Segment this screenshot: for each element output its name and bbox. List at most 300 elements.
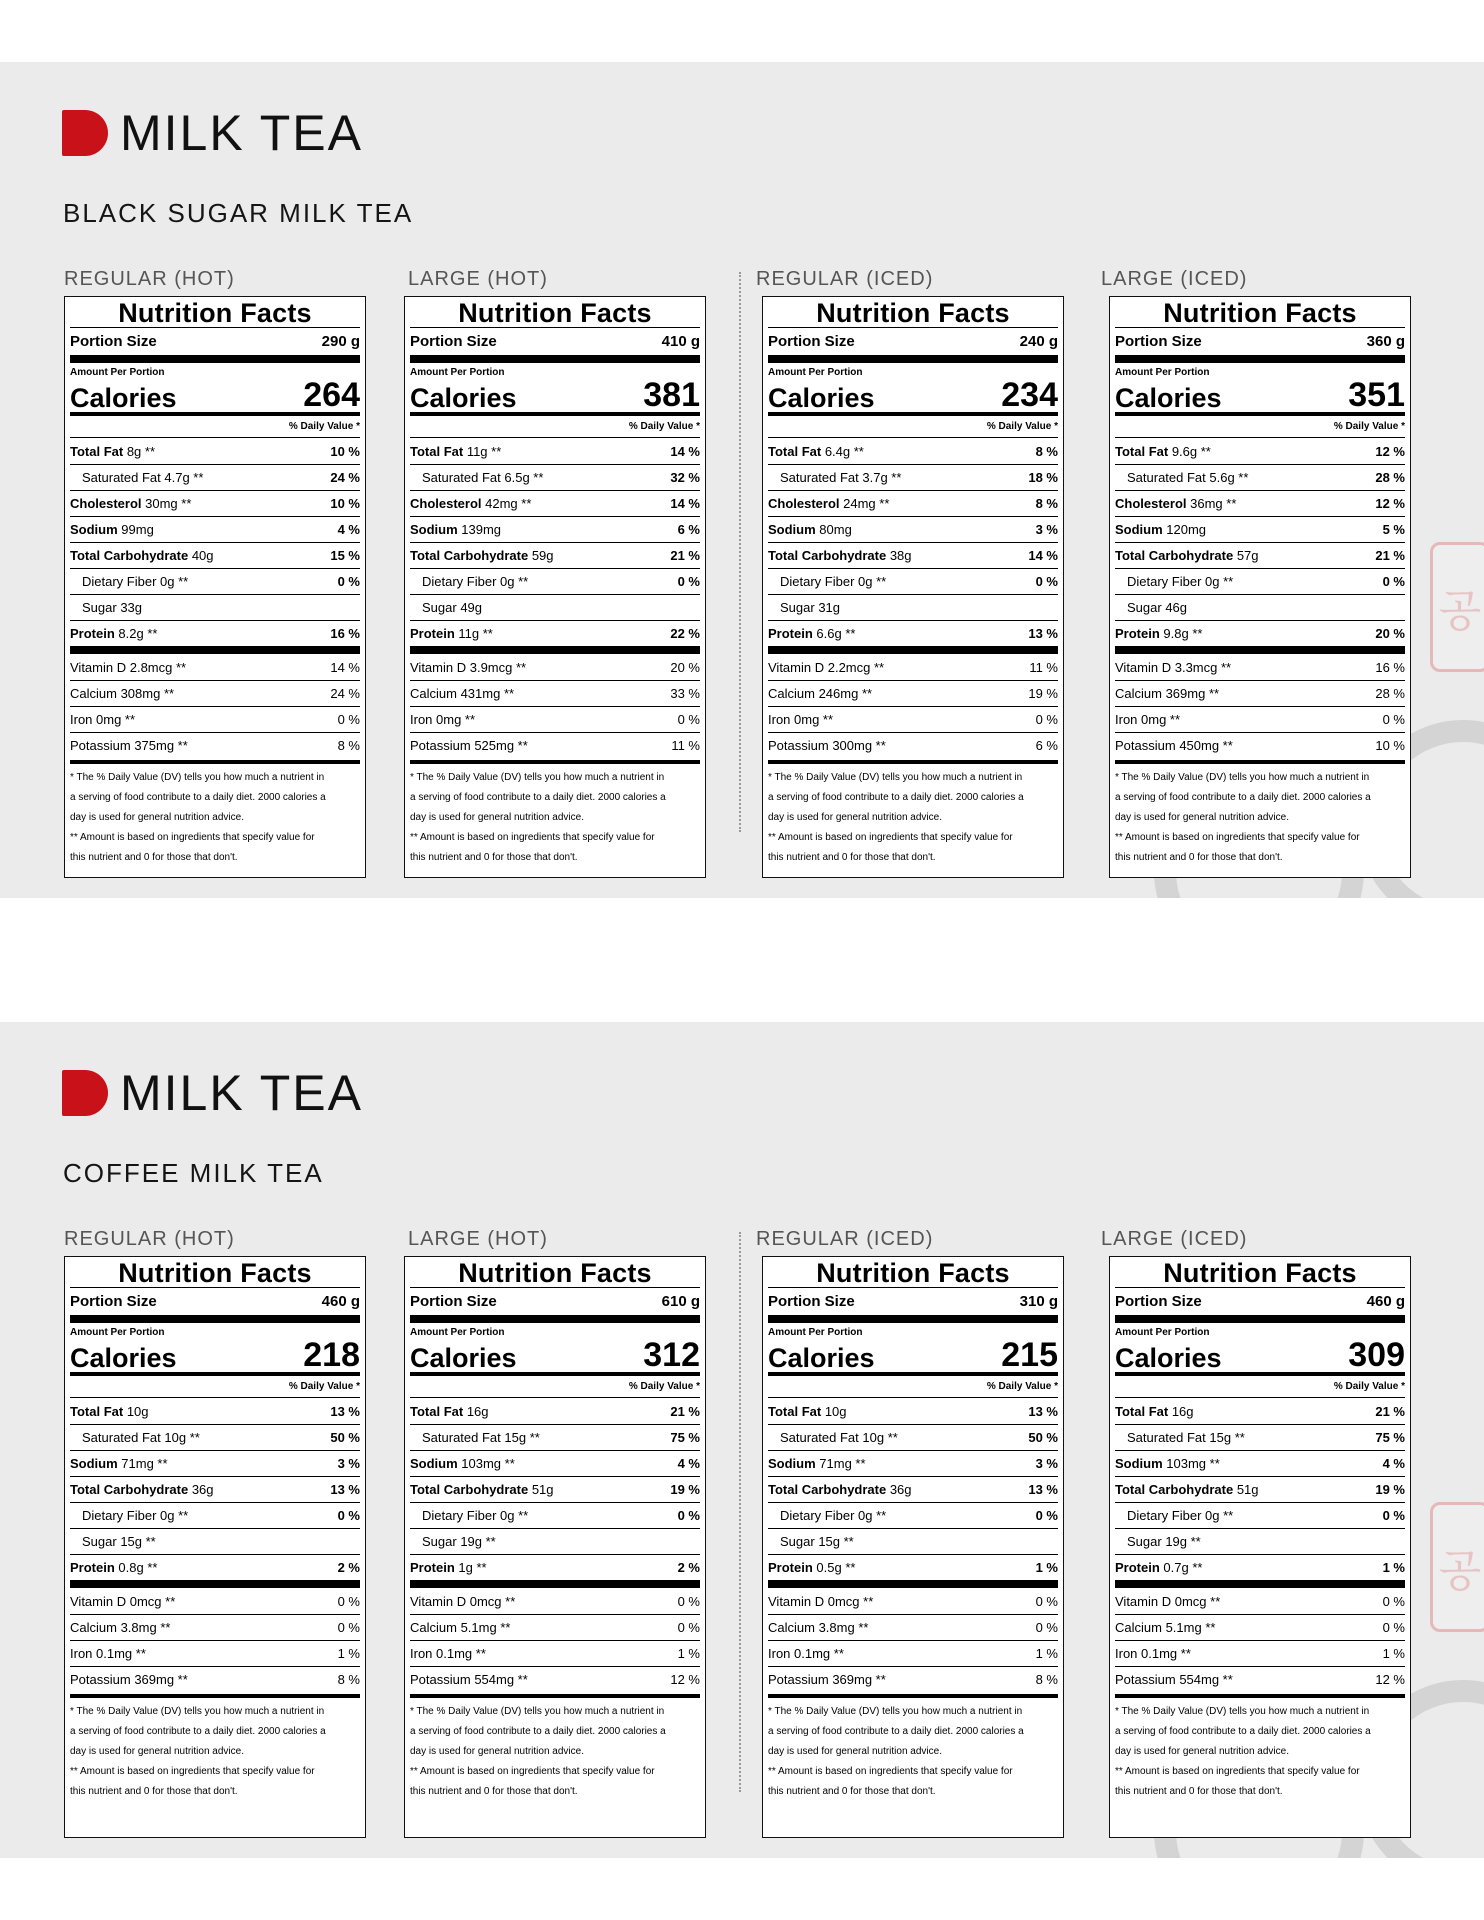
nutrient-label [70, 1456, 168, 1471]
nutrient-name: Sugar [422, 1534, 457, 1549]
nutrient-amount: 0g ** [1201, 1508, 1234, 1523]
nutrition-label [1109, 1256, 1411, 1838]
vitamin-amount: 0.1mg ** [432, 1646, 486, 1661]
nutrient-row [410, 464, 700, 490]
nutrient-amount: 0g ** [156, 574, 189, 589]
vitamin-amount: 3.9mcg ** [466, 659, 527, 675]
portion-label: Portion Size [410, 333, 497, 350]
nutrition-facts-title: Nutrition Facts [1163, 298, 1357, 328]
nutrient-amount: 11g ** [454, 626, 493, 641]
vitamin-row [70, 1588, 360, 1614]
vitamin-name: Vitamin D [768, 659, 825, 675]
vitamin-name: Vitamin D [410, 1593, 467, 1609]
nutrient-row [70, 490, 360, 516]
nutrient-percent: 3 % [1035, 1456, 1058, 1471]
nutrient-percent: 21 % [1375, 548, 1405, 563]
nutrient-name: Protein [768, 626, 813, 641]
nutrient-label [768, 496, 889, 511]
nutrient-name: Sodium [410, 1456, 458, 1471]
footnote-line: * The % Daily Value (DV) tells you how much a nutrient in [768, 1706, 1023, 1717]
footnote-line: a serving of food contribute to a daily diet. 2000 calories a [410, 792, 666, 803]
portion-row [70, 328, 360, 355]
rule-heavy [70, 355, 360, 363]
footnote [1115, 1694, 1405, 1802]
vitamin-amount: 0.1mg ** [790, 1646, 844, 1661]
nutrient-name: Total Fat [1115, 443, 1169, 459]
nutrient-label [410, 1534, 496, 1549]
nutrient-label [70, 1508, 188, 1523]
vitamin-amount: 3.3mcg ** [1171, 659, 1232, 675]
calories-row [1115, 378, 1405, 412]
footnote-line: a serving of food contribute to a daily diet. 2000 calories a [768, 1726, 1024, 1737]
nutrient-name: Total Fat [768, 443, 822, 459]
vitamin-name: Potassium [1115, 1672, 1176, 1687]
amount-per-portion: Amount Per Portion [410, 1327, 505, 1338]
nutrient-percent: 14 % [1028, 548, 1058, 563]
nutrient-amount: 99mg [117, 522, 154, 537]
nutrient-name: Sodium [1115, 522, 1163, 537]
nutrient-amount: 1g ** [454, 1560, 487, 1575]
nutrient-percent: 50 % [1028, 1430, 1058, 1445]
vitamin-percent: 11 % [671, 738, 700, 753]
footnote-line: ** Amount is based on ingredients that specify value for [70, 1766, 315, 1777]
vitamin-name: Calcium [70, 686, 117, 701]
portion-value: 310 g [1019, 1293, 1058, 1310]
amount-per-portion: Amount Per Portion [70, 1327, 165, 1338]
portion-value: 460 g [1366, 1293, 1405, 1310]
nutrient-row [410, 1502, 700, 1528]
vitamin-amount: 300mg ** [828, 738, 886, 753]
nutrient-row [70, 1554, 360, 1580]
nutrient-row [768, 464, 1058, 490]
nutrient-label [410, 1404, 489, 1419]
vitamin-label [1115, 1620, 1215, 1635]
nutrient-row [1115, 516, 1405, 542]
nutrient-label [1115, 1508, 1233, 1523]
calories-row [1115, 1338, 1405, 1372]
nutrient-percent: 21 % [670, 1403, 700, 1419]
nutrient-label [768, 444, 864, 459]
vitamin-name: Potassium [768, 1672, 829, 1687]
nutrient-label [768, 1508, 886, 1523]
nutrient-label [410, 548, 554, 563]
nutrient-label [410, 470, 543, 485]
nutrient-name: Total Carbohydrate [768, 548, 887, 563]
footnote-line: ** Amount is based on ingredients that specify value for [1115, 832, 1360, 843]
column-divider [739, 272, 741, 832]
nutrient-name: Total Carbohydrate [70, 1482, 189, 1497]
calories-value: 234 [1001, 376, 1058, 414]
nutrient-row [410, 594, 700, 620]
nutrient-amount: 6.5g ** [500, 470, 544, 485]
vitamin-row [70, 654, 360, 680]
footnote-line: * The % Daily Value (DV) tells you how much a nutrient in [768, 772, 1023, 783]
nutrient-row [1115, 620, 1405, 646]
footnote-line: this nutrient and 0 for those that don't. [1115, 852, 1283, 863]
calories-row [410, 378, 700, 412]
portion-label: Portion Size [1115, 1293, 1202, 1310]
daily-value-header: % Daily Value * [628, 421, 700, 432]
nutrient-name: Cholesterol [1115, 496, 1187, 511]
brand-title: MILK TEA [120, 105, 363, 161]
vitamin-amount: 0.1mg ** [1137, 1646, 1191, 1661]
nutrient-row [70, 1398, 360, 1424]
nutrient-row [410, 490, 700, 516]
vitamin-row [70, 1614, 360, 1640]
nutrition-facts-title: Nutrition Facts [458, 298, 652, 328]
nutrient-row [70, 542, 360, 568]
vitamin-row [410, 1640, 700, 1666]
nutrient-label [1115, 1456, 1220, 1471]
nutrient-label [70, 522, 154, 537]
nutrient-amount: 0g ** [156, 1508, 189, 1523]
nutrition-facts-title: Nutrition Facts [118, 298, 312, 328]
nutrient-row [410, 620, 700, 646]
nutrient-label [70, 1560, 157, 1575]
vitamin-percent: 24 % [330, 686, 360, 701]
portion-row [410, 1288, 700, 1315]
nutrient-label [1115, 574, 1233, 589]
nutrient-label [70, 1534, 156, 1549]
variant-heading: REGULAR (ICED) [756, 1228, 934, 1250]
nutrient-label [768, 626, 855, 641]
footnote-line: ** Amount is based on ingredients that specify value for [1115, 1766, 1360, 1777]
nutrient-name: Total Carbohydrate [1115, 1482, 1234, 1497]
footnote-line: day is used for general nutrition advice. [1115, 812, 1289, 823]
nutrient-percent: 22 % [670, 626, 700, 641]
vitamin-percent: 0 % [1035, 1593, 1058, 1609]
footnote-line: day is used for general nutrition advice. [1115, 1746, 1289, 1757]
vitamin-name: Vitamin D [1115, 1593, 1172, 1609]
nutrient-label [768, 548, 912, 563]
nutrition-facts-title: Nutrition Facts [1163, 1258, 1357, 1288]
vitamin-label [410, 1594, 515, 1609]
vitamin-percent: 1 % [677, 1646, 700, 1661]
variant-heading: REGULAR (HOT) [64, 268, 235, 290]
daily-value-header: % Daily Value * [288, 421, 360, 432]
portion-row [70, 1288, 360, 1315]
vitamin-row [768, 1640, 1058, 1666]
nutrient-name: Sugar [82, 600, 117, 615]
vitamin-name: Vitamin D [1115, 659, 1172, 675]
vitamin-percent: 0 % [1382, 1620, 1405, 1635]
vitamin-amount: 0mcg ** [126, 1593, 176, 1609]
nutrient-name: Saturated Fat [780, 470, 859, 485]
nutrient-list [1115, 438, 1405, 646]
vitamin-percent: 8 % [1035, 1672, 1058, 1687]
nutrient-name: Dietary Fiber [780, 574, 855, 589]
nutrient-amount: 15g ** [1205, 1430, 1245, 1445]
vitamin-label [410, 660, 526, 675]
footnote-line: a serving of food contribute to a daily diet. 2000 calories a [70, 792, 326, 803]
vitamin-percent: 0 % [677, 1620, 700, 1635]
nutrient-list [1115, 1398, 1405, 1580]
nutrient-label [410, 1456, 515, 1471]
vitamin-name: Calcium [70, 1620, 117, 1635]
nutrient-label [1115, 1534, 1201, 1549]
nutrition-label [762, 296, 1064, 878]
footnote-line: day is used for general nutrition advice. [70, 812, 244, 823]
footnote-line: this nutrient and 0 for those that don't. [768, 1786, 936, 1797]
nutrient-row [768, 1398, 1058, 1424]
rule-heavy [1115, 646, 1405, 654]
decorative-stamp: 공 [1430, 1502, 1484, 1632]
vitamin-row [768, 732, 1058, 758]
nutrient-percent: 13 % [1028, 1482, 1058, 1497]
portion-value: 410 g [661, 333, 700, 350]
calories-row [768, 1338, 1058, 1372]
nutrient-amount: 9.6g ** [1168, 443, 1211, 459]
nutrient-row [1115, 1424, 1405, 1450]
nutrition-facts-title: Nutrition Facts [458, 1258, 652, 1288]
calories-label: Calories [410, 1343, 517, 1373]
amount-per-portion: Amount Per Portion [70, 367, 165, 378]
nutrient-label [410, 1560, 487, 1575]
nutrient-label [768, 1560, 855, 1575]
nutrient-label [410, 1482, 554, 1497]
portion-row [768, 328, 1058, 355]
vitamin-row [410, 680, 700, 706]
vitamin-row [410, 1614, 700, 1640]
nutrient-name: Sodium [70, 522, 118, 537]
footnote [70, 760, 360, 868]
brand-logo-mark [62, 1070, 108, 1116]
vitamin-name: Potassium [410, 1672, 471, 1687]
nutrient-label [768, 1456, 866, 1471]
vitamin-label [70, 1594, 175, 1609]
nutrient-row [70, 1450, 360, 1476]
vitamin-label [768, 1646, 844, 1661]
nutrient-amount: 36mg ** [1186, 496, 1237, 511]
nutrient-percent: 8 % [1035, 496, 1058, 511]
footnote [410, 760, 700, 868]
rule-heavy [1115, 355, 1405, 363]
nutrient-label [1115, 548, 1259, 563]
nutrient-row [70, 1476, 360, 1502]
vitamin-label [1115, 1646, 1191, 1661]
vitamin-percent: 0 % [1382, 1593, 1405, 1609]
vitamin-row [768, 654, 1058, 680]
nutrient-amount: 120mg [1162, 522, 1207, 537]
vitamin-percent: 1 % [1382, 1646, 1405, 1661]
nutrient-name: Dietary Fiber [82, 1508, 157, 1523]
vitamin-label [70, 712, 135, 727]
nutrient-amount: 3.7g ** [858, 470, 902, 485]
nutrient-amount: 0.7g ** [1159, 1560, 1203, 1575]
nutrient-row [768, 516, 1058, 542]
nutrient-amount: 6.4g ** [821, 443, 864, 459]
nutrient-amount: 0g ** [496, 1508, 529, 1523]
nutrient-percent: 15 % [330, 548, 360, 563]
footnote-line: a serving of food contribute to a daily diet. 2000 calories a [1115, 1726, 1371, 1737]
nutrient-name: Total Carbohydrate [768, 1482, 887, 1497]
daily-value-header: % Daily Value * [288, 1381, 360, 1392]
vitamin-amount: 0mg ** [790, 712, 834, 727]
nutrient-percent: 3 % [1035, 522, 1058, 537]
nutrient-row [70, 516, 360, 542]
vitamin-amount: 0mg ** [1137, 712, 1181, 727]
vitamin-name: Iron [410, 1646, 433, 1661]
footnote [768, 1694, 1058, 1802]
nutrient-percent: 5 % [1382, 522, 1405, 537]
nutrient-amount: 57g [1233, 548, 1259, 563]
rule-heavy [410, 355, 700, 363]
vitamin-percent: 0 % [337, 712, 360, 727]
rule-heavy [1115, 1580, 1405, 1588]
nutrient-name: Sugar [1127, 1534, 1162, 1549]
nutrient-label [410, 444, 501, 459]
nutrient-row [410, 1554, 700, 1580]
nutrient-row [1115, 542, 1405, 568]
daily-value-header: % Daily Value * [1333, 421, 1405, 432]
nutrient-name: Sodium [768, 522, 816, 537]
nutrient-amount: 0g ** [1201, 574, 1234, 589]
nutrient-name: Total Fat [410, 1403, 464, 1419]
vitamin-amount: 369mg ** [828, 1672, 886, 1687]
rule-heavy [768, 355, 1058, 363]
vitamin-percent: 12 % [1375, 1672, 1405, 1687]
vitamin-row [1115, 1588, 1405, 1614]
nutrient-row [1115, 1398, 1405, 1424]
vitamin-label [410, 1672, 528, 1687]
decorative-stamp: 공 [1430, 542, 1484, 672]
nutrient-percent: 0 % [1382, 1508, 1405, 1523]
nutrient-percent: 8 % [1035, 443, 1058, 459]
vitamin-label [410, 1620, 510, 1635]
vitamin-label [410, 712, 475, 727]
nutrient-percent: 1 % [1035, 1560, 1058, 1575]
nutrient-name: Total Carbohydrate [410, 548, 529, 563]
nutrient-amount: 15g ** [500, 1430, 540, 1445]
nutrient-label [410, 600, 482, 615]
portion-value: 290 g [321, 333, 360, 350]
vitamin-name: Iron [410, 712, 433, 727]
nutrient-name: Total Carbohydrate [410, 1482, 529, 1497]
vitamin-name: Potassium [70, 1672, 131, 1687]
nutrient-name: Protein [1115, 1560, 1160, 1575]
nutrient-percent: 14 % [670, 496, 700, 511]
nutrient-label [70, 600, 142, 615]
vitamin-list [70, 1588, 360, 1692]
nutrient-name: Saturated Fat [1127, 470, 1206, 485]
nutrient-percent: 18 % [1028, 470, 1058, 485]
vitamin-name: Vitamin D [70, 659, 127, 675]
portion-label: Portion Size [70, 333, 157, 350]
footnote-line: ** Amount is based on ingredients that specify value for [768, 1766, 1013, 1777]
nutrient-amount: 33g [116, 600, 143, 615]
nutrition-label [1109, 296, 1411, 878]
nutrient-row [410, 568, 700, 594]
rule-heavy [70, 1315, 360, 1323]
vitamin-list [768, 1588, 1058, 1692]
vitamin-name: Potassium [768, 738, 829, 753]
vitamin-row [768, 1588, 1058, 1614]
nutrient-amount: 5.6g ** [1205, 470, 1249, 485]
nutrient-amount: 38g [886, 548, 912, 563]
vitamin-percent: 8 % [337, 1672, 360, 1687]
nutrient-row [768, 1502, 1058, 1528]
vitamin-label [70, 686, 174, 701]
nutrient-percent: 6 % [677, 522, 700, 537]
nutrient-amount: 19g ** [456, 1534, 496, 1549]
vitamin-label [1115, 1594, 1220, 1609]
nutrient-row [768, 1476, 1058, 1502]
nutrient-name: Saturated Fat [82, 1430, 161, 1445]
daily-value-header: % Daily Value * [1333, 1381, 1405, 1392]
nutrient-percent: 20 % [1375, 626, 1405, 641]
rule-heavy [1115, 1315, 1405, 1323]
vitamin-list [410, 654, 700, 758]
vitamin-percent: 0 % [337, 1620, 360, 1635]
vitamin-percent: 14 % [330, 659, 360, 675]
nutrient-label [410, 626, 493, 641]
nutrient-name: Sugar [780, 1534, 815, 1549]
vitamin-label [70, 1646, 146, 1661]
nutrient-label [1115, 1404, 1194, 1419]
footnote-line: this nutrient and 0 for those that don't. [70, 852, 238, 863]
nutrient-label [410, 496, 531, 511]
nutrient-name: Saturated Fat [422, 470, 501, 485]
rule-heavy [70, 646, 360, 654]
nutrient-name: Sodium [410, 522, 458, 537]
nutrient-name: Dietary Fiber [1127, 574, 1202, 589]
nutrient-name: Dietary Fiber [780, 1508, 855, 1523]
vitamin-row [70, 706, 360, 732]
nutrient-label [768, 1430, 898, 1445]
variant-heading: LARGE (HOT) [408, 1228, 548, 1250]
vitamin-row [410, 1666, 700, 1692]
brand-header [62, 1065, 363, 1121]
rule-heavy [410, 1315, 700, 1323]
nutrient-label [1115, 1482, 1259, 1497]
calories-label: Calories [1115, 383, 1222, 413]
nutrient-amount: 0g ** [854, 574, 887, 589]
column-divider [739, 1232, 741, 1792]
nutrient-amount: 4.7g ** [160, 470, 204, 485]
footnote-line: day is used for general nutrition advice. [70, 1746, 244, 1757]
vitamin-label [768, 1672, 886, 1687]
rule-heavy [768, 1315, 1058, 1323]
nutrient-row [1115, 464, 1405, 490]
calories-label: Calories [768, 383, 875, 413]
vitamin-label [768, 686, 872, 701]
nutrient-percent: 10 % [330, 496, 360, 511]
vitamin-row [410, 732, 700, 758]
nutrient-amount: 10g ** [160, 1430, 200, 1445]
calories-value: 309 [1348, 1336, 1405, 1374]
vitamin-label [1115, 686, 1219, 701]
product-name: COFFEE MILK TEA [63, 1158, 324, 1188]
vitamin-row [1115, 1666, 1405, 1692]
footnote-line: * The % Daily Value (DV) tells you how much a nutrient in [70, 1706, 325, 1717]
nutrient-amount: 0.8g ** [114, 1560, 158, 1575]
footnote-line: day is used for general nutrition advice. [768, 1746, 942, 1757]
vitamin-percent: 0 % [677, 1593, 700, 1609]
footnote-line: a serving of food contribute to a daily diet. 2000 calories a [410, 1726, 666, 1737]
nutrient-label [1115, 470, 1248, 485]
vitamin-name: Potassium [410, 738, 471, 753]
footnote-line: ** Amount is based on ingredients that specify value for [410, 1766, 655, 1777]
vitamin-percent: 12 % [670, 1672, 700, 1687]
nutrient-percent: 13 % [330, 1482, 360, 1497]
amount-per-portion: Amount Per Portion [768, 1327, 863, 1338]
nutrient-row [410, 542, 700, 568]
nutrient-amount: 9.8g ** [1159, 626, 1203, 641]
nutrient-label [1115, 1560, 1202, 1575]
nutrient-label [1115, 626, 1202, 641]
nutrient-amount: 139mg [457, 522, 502, 537]
footnote-line: a serving of food contribute to a daily diet. 2000 calories a [768, 792, 1024, 803]
